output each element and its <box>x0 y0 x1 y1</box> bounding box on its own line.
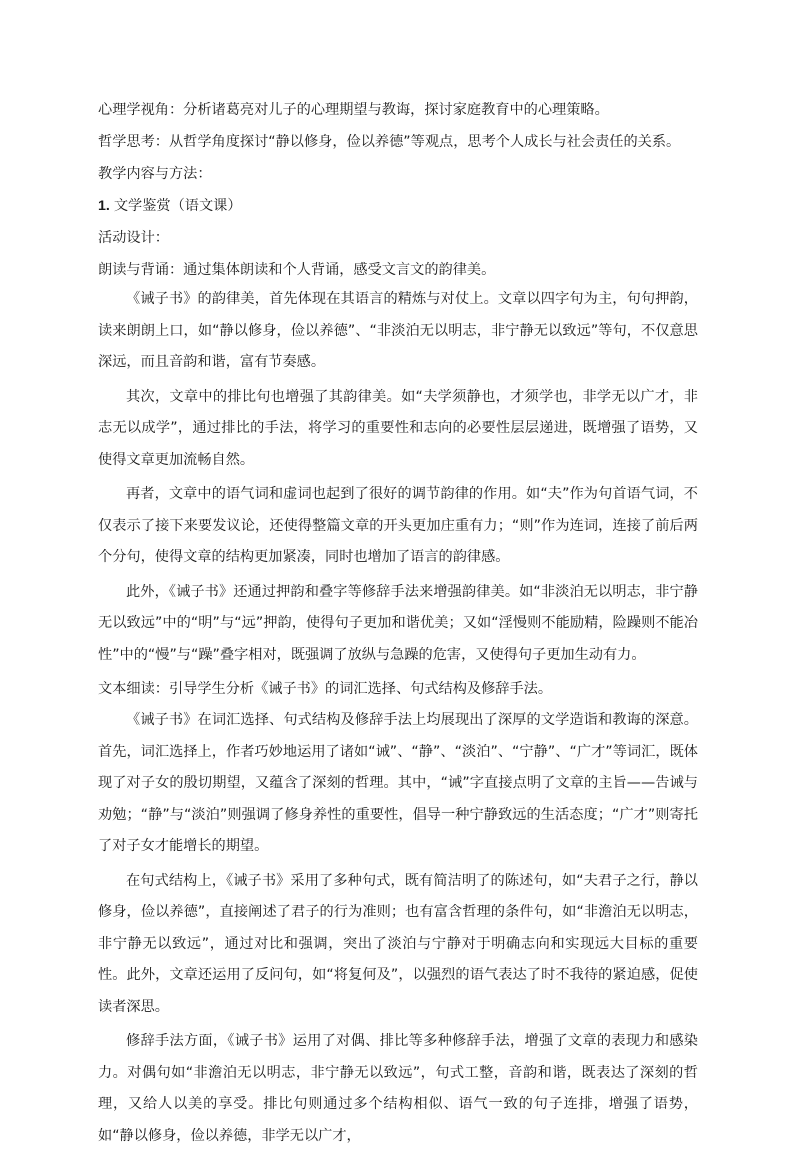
activity-design-heading: 活动设计： <box>98 230 169 246</box>
reading-recitation-line: 朗读与背诵：通过集体朗读和个人背诵，感受文言文的韵律美。 <box>98 262 496 278</box>
philosophy-thinking-line: 哲学思考：从哲学角度探讨“静以修身，俭以养德”等观点，思考个人成长与社会责任的关系。 <box>98 134 681 150</box>
paragraph-sentence-structure: 在句式结构上，《诫子书》采用了多种句式，既有简洁明了的陈述句，如“夫君子之行，静以修身，俭以养德”，直接阐述了君子的行为准则；也有富含哲理的条件句，如“非澹泊无以明志，非宁静无以致远”，通过对比和强调，突出了淡泊与宁静对于明确志向和实现远大目标的重要性。此外，文章还运用了反问句，如“将复何及”，以强烈的语气表达了时不我待的紧迫感，促使读者深思。 <box>98 872 698 1015</box>
text-close-reading-line: 文本细读：引导学生分析《诫子书》的词汇选择、句式结构及修辞手法。 <box>98 681 553 697</box>
paragraph-rhythm-intro: 《诫子书》的韵律美，首先体现在其语言的精炼与对仗上。文章以四字句为主，句句押韵，读来朗朗上口，如“静以修身，俭以养德”、“非淡泊无以明志，非宁静无以致远”等句，不仅意思深远，而且音韵和谐，富有节奏感。 <box>98 291 698 370</box>
content-method-heading: 教学内容与方法： <box>98 166 212 182</box>
list-item-number: 1. <box>98 198 110 214</box>
list-item-literary-appreciation <box>98 194 698 218</box>
psychology-perspective-line: 心理学视角：分析诸葛亮对儿子的心理期望与教诲，探讨家庭教育中的心理策略。 <box>98 102 609 118</box>
paragraph-rhetoric: 修辞手法方面，《诫子书》运用了对偶、排比等多种修辞手法，增强了文章的表现力和感染力。对偶句如“非澹泊无以明志，非宁静无以致远”，句式工整，音韵和谐，既表达了深刻的哲理，又给人以美的享受。排比句则通过多个结构相似、语气一致的句子连排，增强了语势，如“静以修身，俭以养德，非学无以广才， <box>98 1033 698 1144</box>
document-body <box>98 98 698 1152</box>
list-item-text: 文学鉴赏（语文课） <box>113 198 242 214</box>
paragraph-particles: 再者，文章中的语气词和虚词也起到了很好的调节韵律的作用。如“夫”作为句首语气词，不仅表示了接下来要发议论，还使得整篇文章的开头更加庄重有力；“则”作为连词，连接了前后两个分句，使得文章的结构更加紧凑，同时也增加了语言的韵律感。 <box>98 486 698 565</box>
paragraph-parallelism: 其次，文章中的排比句也增强了其韵律美。如“夫学须静也，才须学也，非学无以广才，非志无以成学”，通过排比的手法，将学习的重要性和志向的必要性层层递进，既增强了语势，又使得文章更加流畅自然。 <box>98 388 698 468</box>
paragraph-vocabulary: 《诫子书》在词汇选择、句式结构及修辞手法上均展现出了深厚的文学造诣和教诲的深意。首先，词汇选择上，作者巧妙地运用了诸如“诫”、“静”、“淡泊”、“宁静”、“广才”等词汇，既体现了对子女的殷切期望，又蕴含了深刻的哲理。其中，“诫”字直接点明了文章的主旨——告诫与劝勉；“静”与“淡泊”则强调了修身养性的重要性，倡导一种宁静致远的生活态度；“广才”则寄托了对子女才能增长的期望。 <box>98 712 698 854</box>
paragraph-rhyme-reduplication: 此外，《诫子书》还通过押韵和叠字等修辞手法来增强韵律美。如“非淡泊无以明志，非宁静无以致远”中的“明”与“远”押韵，使得句子更加和谐优美；又如“淫慢则不能励精，险躁则不能冶性”中的“慢”与“躁”叠字相对，既强调了放纵与急躁的危害，又使得句子更加生动有力。 <box>98 583 698 663</box>
